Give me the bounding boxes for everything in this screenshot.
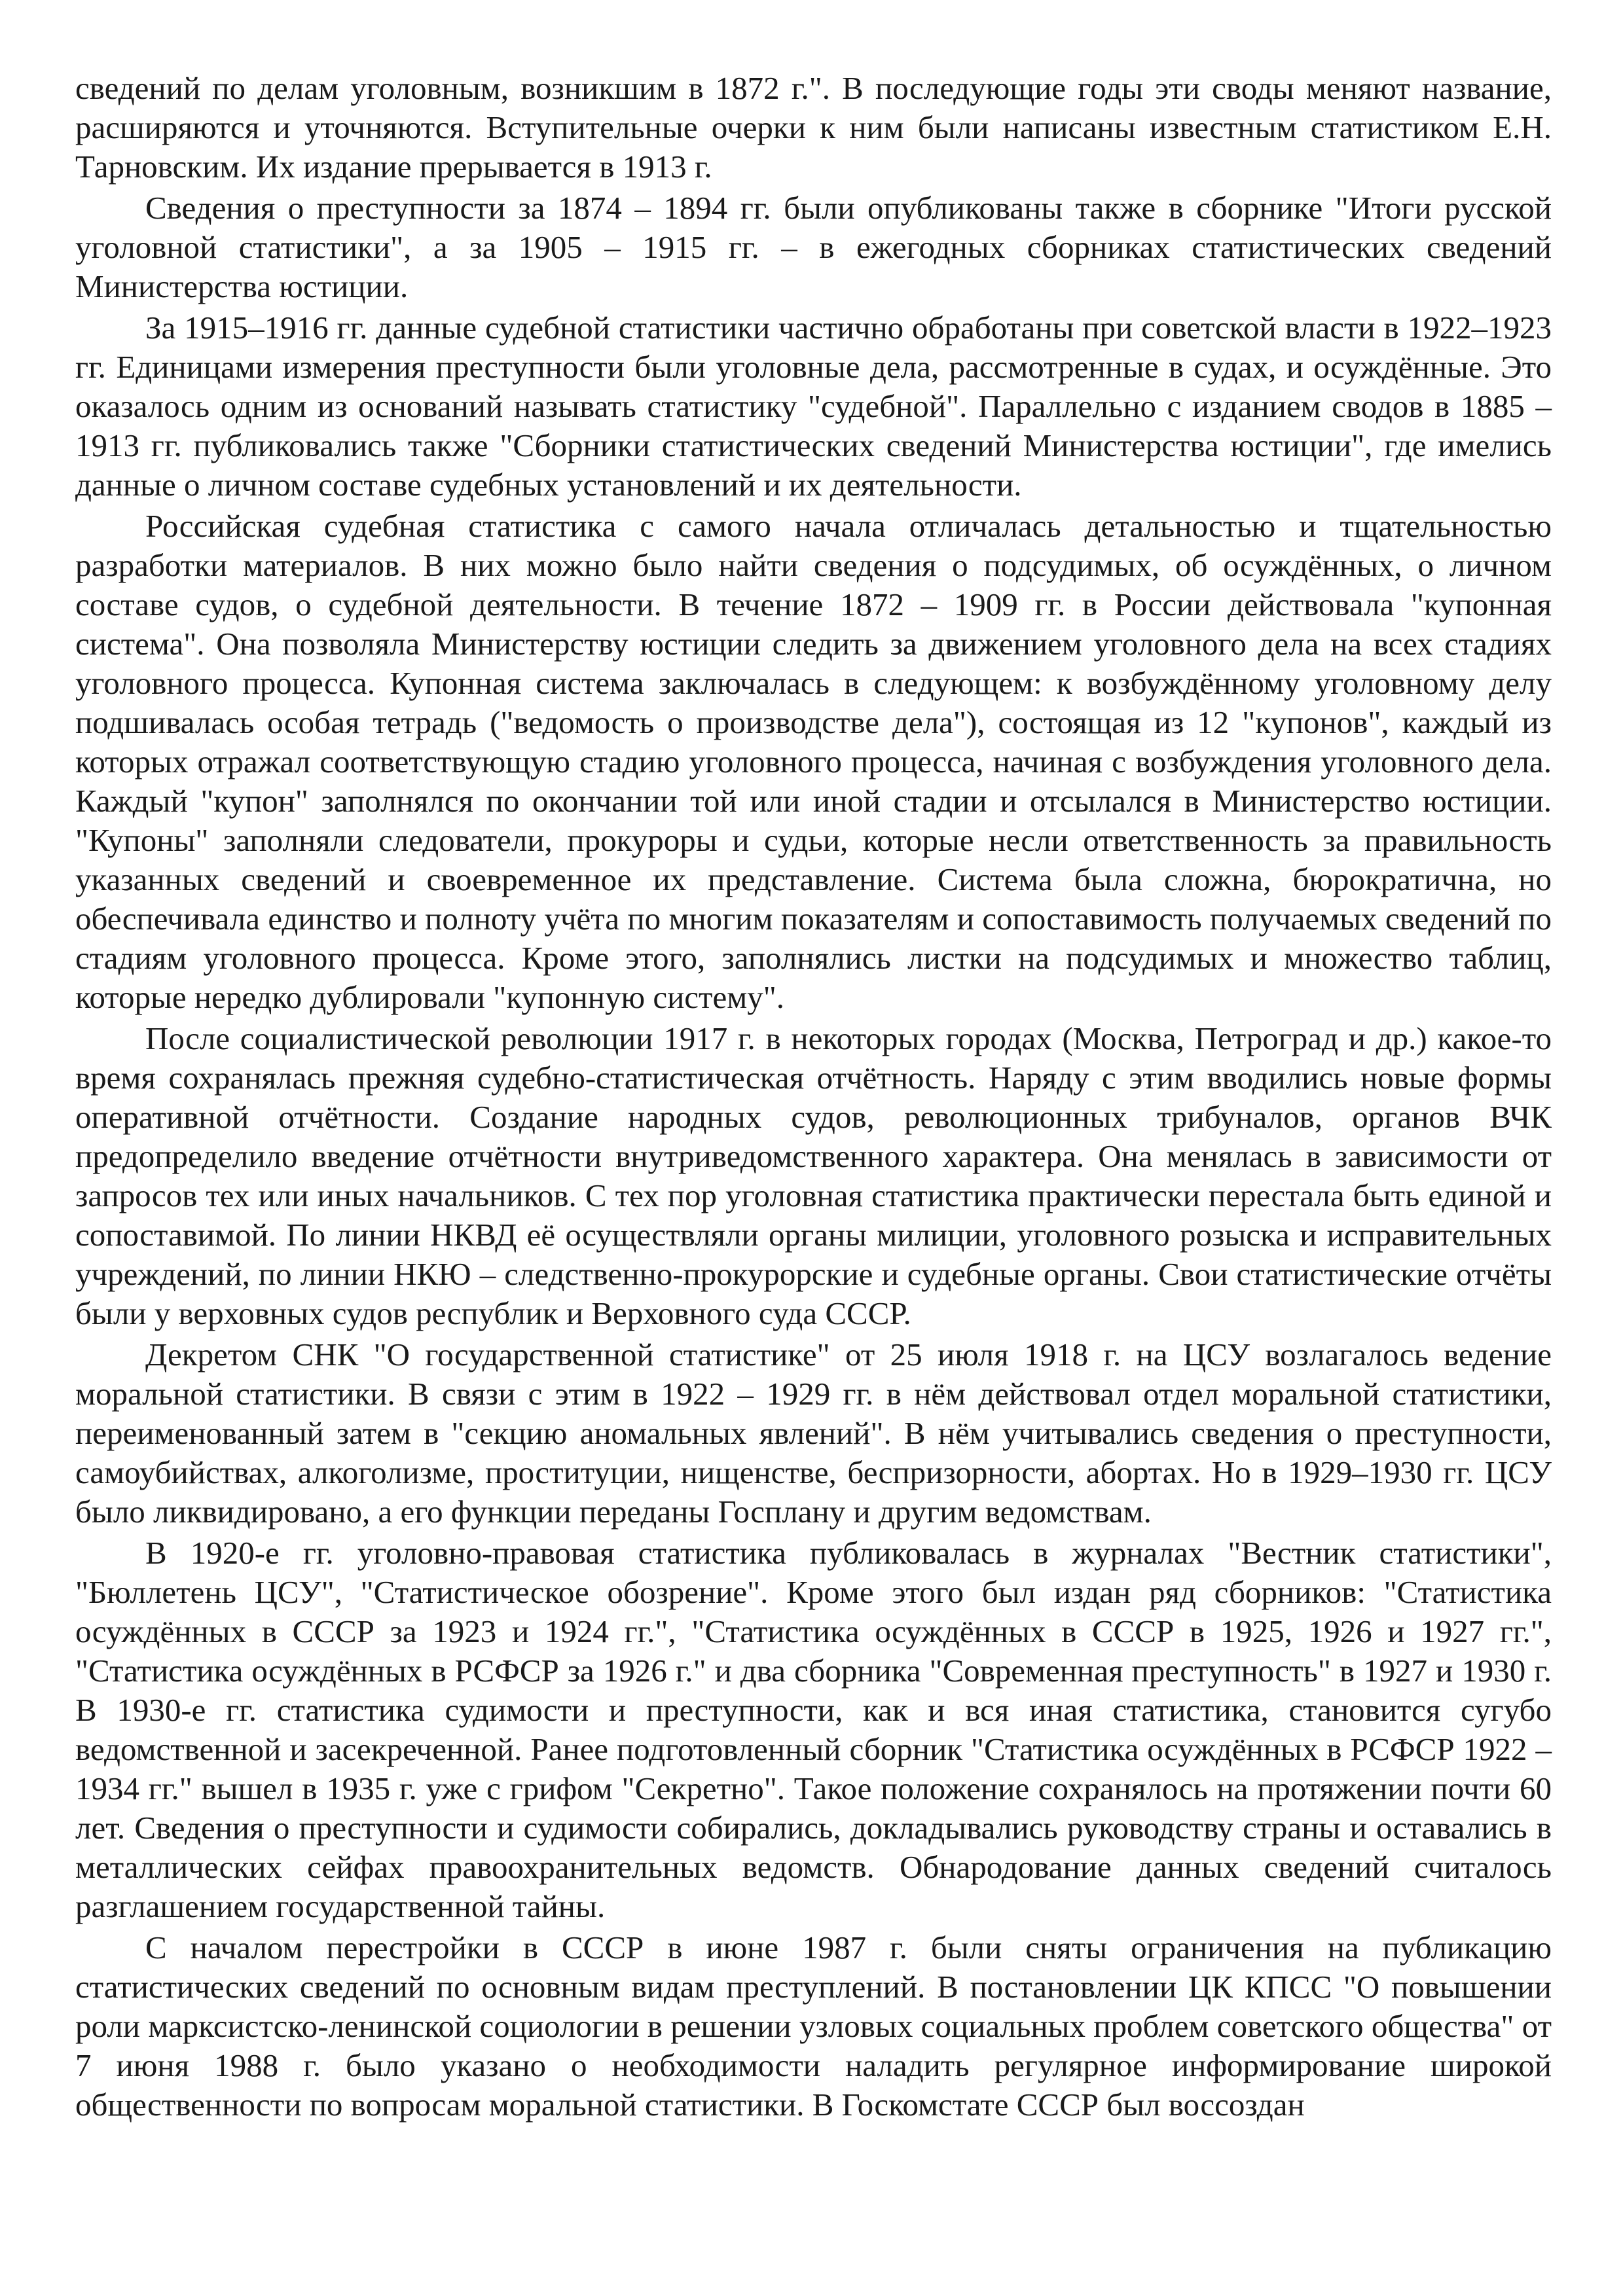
document-page	[75, 69, 1552, 2125]
paragraph-moral-statistics-decree: Декретом СНК "О государственной статистике" от 25 июля 1918 г. на ЦСУ возлагалось ведение моральной статистики. В связи с этим в 1922 – 1929 гг. в нём действовал отдел моральной статистики, переименованный затем в "секцию аномальных явлений". В нём учитывались сведения о преступности, самоубийствах, алкоголизме, проституции, нищенстве, беспризорности, абортах. Но в 1929–1930 гг. ЦСУ было ликвидировано, а его функции переданы Госплану и другим ведомствам.	[75, 1336, 1552, 1530]
paragraph-perestroika: С началом перестройки в СССР в июне 1987 г. были сняты ограничения на публикацию статистических сведений по основным видам преступлений. В постановлении ЦК КПСС "О повышении роли марксистско-ленинской социологии в решении узловых социальных проблем советского общества" от 7 июня 1988 г. было указано о необходимости наладить регулярное информирование широкой общественности по вопросам моральной статистики. В Госкомстате СССР был воссоздан	[75, 1929, 1552, 2123]
paragraph-judicial-statistics-1915-1916: За 1915–1916 гг. данные судебной статистики частично обработаны при советской власти в 1922–1923 гг. Единицами измерения преступности были уголовные дела, рассмотренные в судах, и осуждённые. Это оказалось одним из оснований называть статистику "судебной". Параллельно с изданием сводов в 1885 – 1913 гг. публиковались также "Сборники статистических сведений Министерства юстиции", где имелись данные о личном составе судебных установлений и их деятельности.	[75, 310, 1552, 503]
paragraph-continuation: сведений по делам уголовным, возникшим в 1872 г.". В последующие годы эти своды меняют название, расширяются и уточняются. Вступительные очерки к ним были написаны известным статистиком Е.Н. Тарновским. Их издание прерывается в 1913 г.	[75, 70, 1552, 185]
paragraph-post-revolution-reporting: После социалистической революции 1917 г. в некоторых городах (Москва, Петроград и др.) какое-то время сохранялась прежняя судебно-статистическая отчётность. Наряду с этим вводились новые формы оперативной отчётности. Создание народных судов, революционных трибуналов, органов ВЧК предопределило введение отчётности внутриведомственного характера. Она менялась в зависимости от запросов тех или иных начальников. С тех пор уголовная статистика практически перестала быть единой и сопоставимой. По линии НКВД её осуществляли органы милиции, уголовного розыска и исправительных учреждений, по линии НКЮ – следственно-прокурорские и судебные органы. Свои статистические отчёты были у верховных судов республик и Верховного суда СССР.	[75, 1020, 1552, 1331]
paragraph-criminality-1874-1915: Сведения о преступности за 1874 – 1894 гг. были опубликованы также в сборнике "Итоги русской уголовной статистики", а за 1905 – 1915 гг. – в ежегодных сборниках статистических сведений Министерства юстиции.	[75, 190, 1552, 304]
paragraph-1920s-publications: В 1920-е гг. уголовно-правовая статистика публиковалась в журналах "Вестник статистики", "Бюллетень ЦСУ", "Статистическое обозрение". Кроме этого был издан ряд сборников: "Статистика осуждённых в СССР за 1923 и 1924 гг.", "Статистика осуждённых в СССР в 1925, 1926 и 1927 гг.", "Статистика осуждённых в РСФСР за 1926 г." и два сборника "Современная преступность" в 1927 и 1930 г. В 1930-е гг. статистика судимости и преступности, как и вся иная статистика, становится сугубо ведомственной и засекреченной. Ранее подготовленный сборник "Статистика осуждённых в РСФСР 1922 – 1934 гг." вышел в 1935 г. уже с грифом "Секретно". Такое положение сохранялось на протяжении почти 60 лет. Сведения о преступности и судимости собирались, докладывались руководству страны и оставались в металлических сейфах правоохранительных ведомств. Обнародование данных сведений считалось разглашением государственной тайны.	[75, 1535, 1552, 1924]
paragraph-coupon-system: Российская судебная статистика с самого начала отличалась детальностью и тщательностью разработки материалов. В них можно было найти сведения о подсудимых, об осуждённых, о личном составе судов, о судебной деятельности. В течение 1872 – 1909 гг. в России действовала "купонная система". Она позволяла Министерству юстиции следить за движением уголовного дела на всех стадиях уголовного процесса. Купонная система заключалась в следующем: к возбуждённому уголовному делу подшивалась особая тетрадь ("ведомость о производстве дела"), состоящая из 12 "купонов", каждый из которых отражал соответствующую стадию уголовного процесса, начиная с возбуждения уголовного дела. Каждый "купон" заполнялся по окончании той или иной стадии и отсылался в Министерство юстиции. "Купоны" заполняли следователи, прокуроры и судьи, которые несли ответственность за правильность указанных сведений и своевременное их представление. Система была сложна, бюрократична, но обеспечивала единство и полноту учёта по многим показателям и сопоставимость получаемых сведений по стадиям уголовного процесса. Кроме этого, заполнялись листки на подсудимых и множество таблиц, которые нередко дублировали "купонную систему".	[75, 508, 1552, 1015]
